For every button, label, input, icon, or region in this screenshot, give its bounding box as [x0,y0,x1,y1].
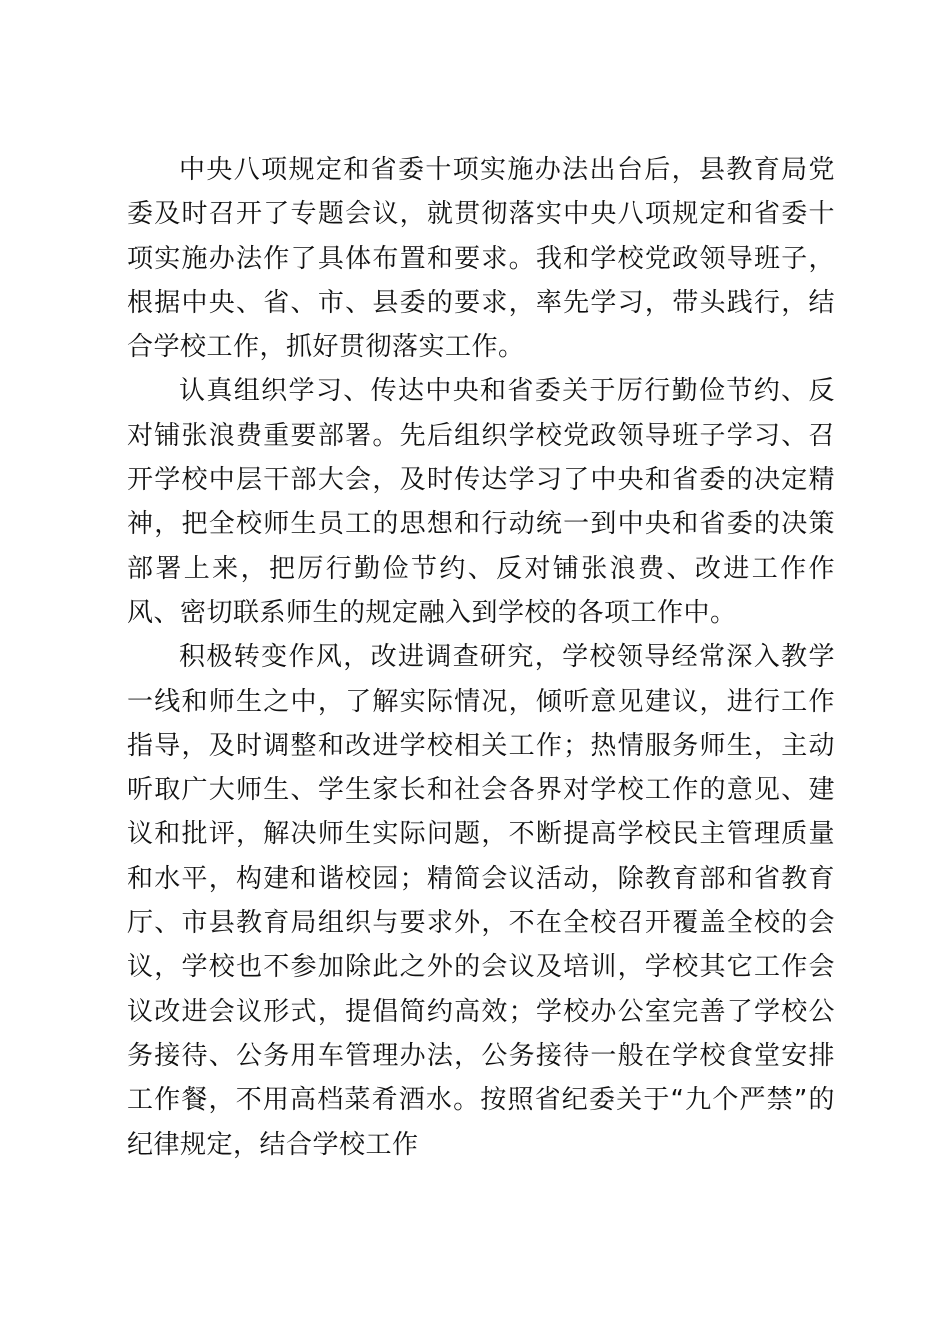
paragraph-2: 认真组织学习、传达中央和省委关于厉行勤俭节约、反对铺张浪费重要部署。先后组织学校党政领导班子学习、召开学校中层干部大会，及时传达学习了中央和省委的决定精神，把全校师生员工的思想和行动统一到中央和省委的决策部署上来，把厉行勤俭节约、反对铺张浪费、改进工作作风、密切联系师生的规定融入到学校的各项工作中。 [127,376,835,628]
paragraph-3: 积极转变作风，改进调查研究，学校领导经常深入教学一线和师生之中，了解实际情况，倾听意见建议，进行工作指导，及时调整和改进学校相关工作；热情服务师生，主动听取广大师生、学生家长和社会各界对学校工作的意见、建议和批评，解决师生实际问题，不断提高学校民主管理质量和水平，构建和谐校园；精简会议活动，除教育部和省教育厅、市县教育局组织与要求外，不在全校召开覆盖全校的会议，学校也不参加除此之外的会议及培训，学校其它工作会议改进会议形式，提倡简约高效；学校办公室完善了学校公务接待、公务用车管理办法，公务接待一般在学校食堂安排工作餐，不用高档菜肴酒水。按照省纪委关于“九个严禁”的纪律规定，结合学校工作 [127,642,835,1160]
paragraph-1: 中央八项规定和省委十项实施办法出台后，县教育局党委及时召开了专题会议，就贯彻落实中央八项规定和省委十项实施办法作了具体布置和要求。我和学校党政领导班子，根据中央、省、市、县委的要求，率先学习，带头践行，结合学校工作，抓好贯彻落实工作。 [127,155,835,363]
document-body [127,148,835,1167]
